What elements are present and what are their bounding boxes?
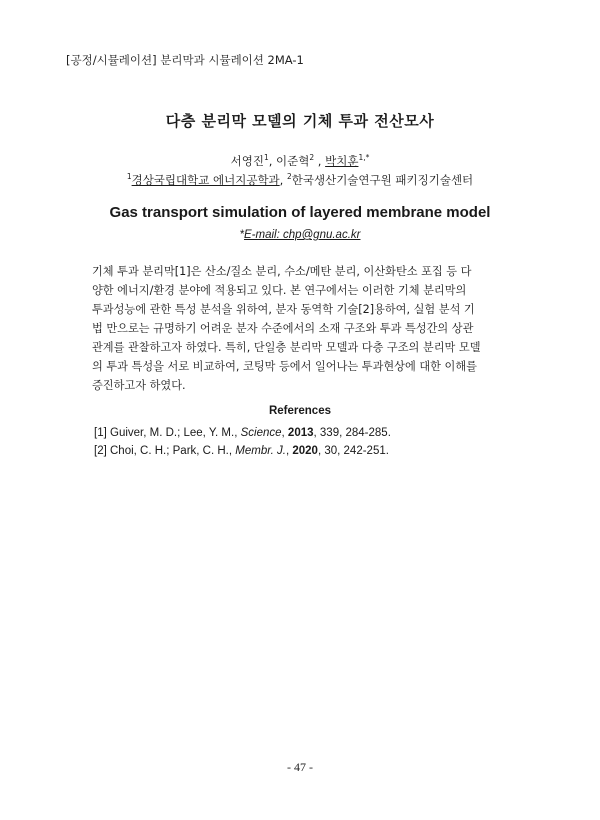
reference-journal: Science bbox=[240, 427, 282, 439]
references-list bbox=[94, 424, 514, 460]
affiliation-sup: 2 bbox=[286, 172, 292, 182]
references-heading: References bbox=[268, 405, 331, 417]
reference-item: [1] Guiver, M. D.; Lee, Y. M., Science, 2013, 339, 284-285. bbox=[94, 427, 391, 439]
page-number: - 47 - bbox=[287, 760, 313, 774]
reference-year: 2020 bbox=[292, 445, 318, 457]
reference-pages: 284-285. bbox=[345, 427, 391, 439]
author-separator: , bbox=[314, 154, 326, 168]
affiliation-name: 경상국립대학교 에너지공학과 bbox=[131, 173, 280, 187]
abstract-body bbox=[92, 262, 508, 395]
affiliation-name: 한국생산기술연구원 패키징기술센터 bbox=[291, 173, 474, 187]
author-list bbox=[0, 153, 600, 169]
reference-authors: Guiver, M. D.; Lee, Y. M., bbox=[110, 427, 238, 439]
abstract-line: 양한 에너지/환경 분야에 적용되고 있다. 본 연구에서는 이러한 기체 분리막의 bbox=[92, 284, 467, 297]
abstract-line: 증진하고자 하였다. bbox=[92, 379, 186, 392]
abstract-line: 투과성능에 관한 특성 분석을 위하여, 분자 동역학 기술[2]용하여, 실험 분석 기 bbox=[92, 303, 475, 316]
email-link[interactable]: E-mail: chp@gnu.ac.kr bbox=[243, 229, 361, 241]
author-affiliation-sup: 1,* bbox=[358, 153, 370, 163]
affiliation-separator: , bbox=[279, 173, 287, 187]
email-prefix: * bbox=[239, 229, 244, 241]
author-name: 서영진 bbox=[230, 154, 264, 168]
abstract-line: 법 만으로는 규명하기 어려운 분자 수준에서의 소재 구조와 투과 특성간의 상관 bbox=[92, 322, 474, 335]
korean-title: 다층 분리막 모델의 기체 투과 전산모사 bbox=[165, 112, 435, 130]
reference-year: 2013 bbox=[287, 427, 314, 439]
reference-journal: Membr. J. bbox=[235, 445, 286, 457]
author-separator: , bbox=[268, 154, 277, 168]
corresponding-author-name: 박치훈 bbox=[325, 154, 359, 168]
reference-pages: 242-251. bbox=[343, 445, 389, 457]
reference-volume: 339 bbox=[319, 427, 340, 439]
affiliation-sup: 1 bbox=[126, 172, 132, 182]
reference-number: [2] bbox=[94, 445, 107, 457]
session-tag: [공정/시뮬레이션] 분리막과 시뮬레이션 2MA-1 bbox=[66, 53, 304, 67]
abstract-line: 의 투과 특성을 서로 비교하여, 코팅막 등에서 일어나는 투과현상에 대한 이해를 bbox=[92, 360, 477, 373]
author-name: 이준혁 bbox=[276, 154, 310, 168]
reference-volume: 30 bbox=[324, 445, 338, 457]
author-affiliation-sup: 2 bbox=[309, 153, 315, 163]
reference-number: [1] bbox=[94, 427, 107, 439]
english-title: Gas transport simulation of layered membrane model bbox=[109, 204, 491, 221]
affiliation-list bbox=[0, 172, 600, 188]
reference-authors: Choi, C. H.; Park, C. H., bbox=[110, 445, 233, 457]
abstract-line: 기체 투과 분리막[1]은 산소/질소 분리, 수소/메탄 분리, 이산화탄소 포집 등 다 bbox=[92, 265, 472, 278]
author-affiliation-sup: 1 bbox=[263, 153, 269, 163]
contact-email bbox=[0, 229, 600, 241]
abstract-line: 관계를 관찰하고자 하였다. 특히, 단일층 분리막 모델과 다층 구조의 분리막 모델 bbox=[92, 341, 481, 354]
reference-item: [2] Choi, C. H.; Park, C. H., Membr. J., 2020, 30, 242-251. bbox=[94, 445, 389, 457]
